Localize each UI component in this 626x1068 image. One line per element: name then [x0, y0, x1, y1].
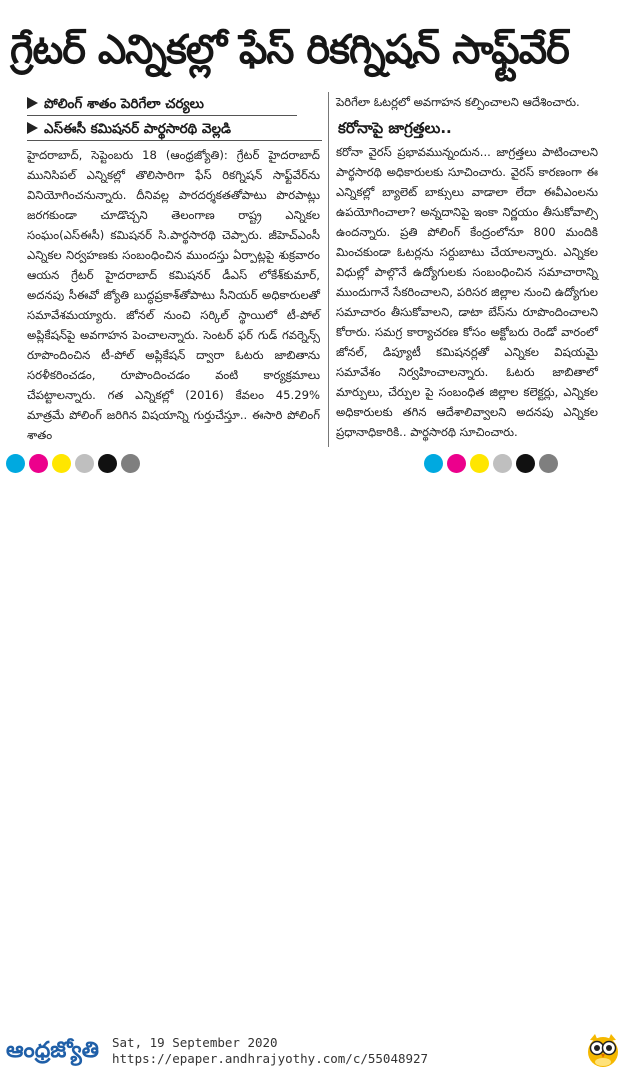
article-paragraph: పెరిగేలా ఓటర్లలో అవగాహన కల్పించాలని ఆదేశించారు.	[336, 95, 580, 109]
registration-dot	[75, 454, 94, 473]
registration-dot	[539, 454, 558, 473]
column-divider	[328, 92, 329, 447]
subhead-rule	[27, 115, 297, 116]
subhead-text: ఎస్ఈసీ కమిషనర్ పార్థసారథి వెల్లడి	[44, 121, 232, 137]
registration-dot	[98, 454, 117, 473]
registration-dot	[52, 454, 71, 473]
article-right-column-top	[336, 92, 598, 112]
registration-dot	[470, 454, 489, 473]
registration-dot	[424, 454, 443, 473]
article-right-column	[336, 142, 598, 439]
bullet-triangle-icon	[27, 122, 38, 134]
edition-date: Sat, 19 September 2020	[112, 1035, 278, 1050]
article-left-column	[27, 145, 320, 450]
subhead-polling	[27, 94, 307, 114]
subhead-commissioner	[27, 119, 327, 139]
bullet-triangle-icon	[27, 97, 38, 109]
article-paragraph: కరోనా వైరస్ ప్రభావమున్నందున... జాగ్రత్తలు పాటించాలని పార్థసారథి అధికారులకు సూచించారు. వైరస్ కారణంగా ఈ ఎన్నికల్లో బ్యాలెట్ బాక్సులు వాడాలా లేదా ఈవీఎంలను ఉపయోగించాలా? అన్నదానిపై ఇంకా నిర్ణయం తీసుకోవాల్సి ఉందన్నారు. ప్రతి పోలింగ్ కేంద్రంలోనూ 800 మందికి మించకుండా ఓటర్లను సర్దుబాటు చేయాలన్నారు. ఎన్నికల విధుల్లో పాల్గొనే ఉద్యోగులకు సంబంధించిన సమాచారాన్ని ముందుగానే సేకరించాలని, పరిసర జిల్లాల నుంచి ఉద్యోగుల సమాచారం తీసుకోవాలని, డాటా బేస్‌ను రూపొందించాలని కోరారు. సమగ్ర కార్యాచరణ కోసం అక్టోబరు రెండో వారంలో జోనల్, డిప్యూటీ కమిషనర్లతో ఎన్నికల విషయమై సమావేశం నిర్వహించాలన్నారు. ఓటరు జాబితాలో మార్పులు, చేర్పుల పై సంబంధిత జిల్లాల కలెక్టర్లు, ఎన్నికల అధికారులకు తగిన ఆదేశాలివ్వాలని అదనపు ఎన్నికల ప్రధానాధికారికి.. పార్థసారథి సూచించారు.	[336, 145, 598, 439]
clipping-url[interactable]: https://epaper.andhrajyothy.com/c/55048927	[112, 1051, 429, 1066]
article-paragraph: హైదరాబాద్, సెప్టెంబరు 18 (ఆంధ్రజ్యోతి): గ్రేటర్ హైదరాబాద్ మునిసిపల్ ఎన్నికల్లో తొలిసారిగా ఫేస్ రికగ్నిషన్ సాఫ్ట్‌వేర్‌ను వినియోగించనున్నారు. దీనివల్ల పారదర్శకతతోపాటు పొరపాట్లు జరగకుండా చూడొచ్చని తెలంగాణ రాష్ట్ర ఎన్నికల సంఘం(ఎస్ఈసీ) కమిషనర్ సి.పార్థసారథి చెప్పారు. జీహెచ్ఎంసీ ఎన్నికల నిర్వహణకు సంబంధించిన ముందస్తు ఏర్పాట్లపై శుక్రవారం ఆయన గ్రేటర్ హైదరాబాద్ కమిషనర్ డీఎస్ లోకేశ్‌కుమార్, అదనపు సీఈవో జ్యోతి బుద్ధప్రకాశ్‌తోపాటు సీనియర్ అధికారులతో సమావేశమయ్యారు. జోనల్ నుంచి సర్కిల్ స్థాయిలో టీ-పోల్ అప్లికేషన్‌పై అవగాహన పెంచాలన్నారు. సెంటర్ ఫర్ గుడ్ గవర్నెన్స్ రూపొందించిన టీ-పోల్ అప్లికేషన్ ద్వారా ఓటరు జాబితాను సరళీకరించడం, రూపొందించడం వంటి కార్యక్రమాలు చేపట్టాలన్నారు. గత ఎన్నికల్లో (2016) కేవలం 45.29% మాత్రమే పోలింగ్ జరిగిన విషయాన్ని గుర్తుచేస్తూ.. ఈసారి పోలింగ్ శాతం	[27, 148, 320, 442]
registration-dot	[6, 454, 25, 473]
subhead-rule	[27, 140, 322, 141]
subhead-text: పోలింగ్ శాతం పెరిగేలా చర్యలు	[44, 96, 204, 112]
article-crosshead: కరోనాపై జాగ్రత్తలు..	[338, 119, 452, 137]
registration-dot	[29, 454, 48, 473]
registration-dot	[493, 454, 512, 473]
article-headline: గ్రేటర్ ఎన్నికల్లో ఫేస్ రికగ్నిషన్ సాఫ్ట్‌వేర్	[10, 27, 569, 73]
registration-dot	[447, 454, 466, 473]
registration-marks-left	[6, 454, 140, 474]
registration-marks-right	[424, 454, 558, 474]
registration-dot	[516, 454, 535, 473]
epaper-footer	[0, 514, 626, 1066]
owl-icon	[586, 1032, 620, 1068]
andhrajyothy-logo[interactable]: ఆంధ్రజ్యోతి	[6, 1038, 99, 1063]
article-clipping	[0, 0, 626, 514]
registration-dot	[121, 454, 140, 473]
